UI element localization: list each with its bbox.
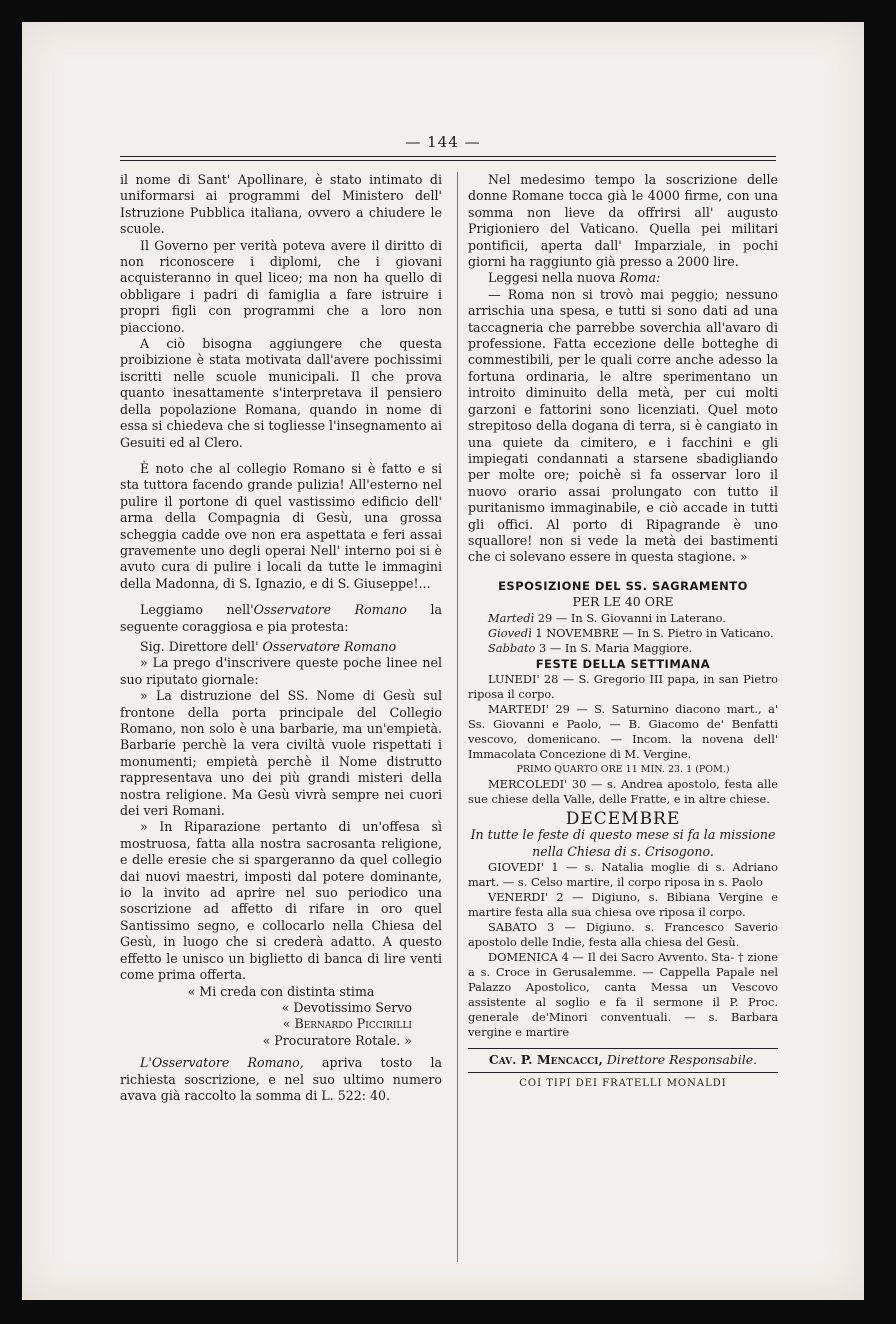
feast-item: MERCOLEDI' 30 — s. Andrea apostolo, festa alle sue chiese della Valle, delle Fratte, e in altre chiese. — [468, 776, 778, 806]
header-rule-double — [120, 160, 776, 161]
text: 29 — In S. Giovanni in Laterano. — [534, 610, 726, 625]
page-number: — 144 — — [405, 133, 481, 151]
letter-closing: « Mi creda con distinta stima — [187, 983, 375, 999]
section-heading: ESPOSIZIONE DEL SS. SAGRAMENTO — [498, 578, 748, 593]
day: Sabbato — [488, 640, 536, 655]
text: la seguente coraggiosa e pia protesta: — [120, 602, 442, 634]
moon-phase: PRIMO QUARTO ORE 11 MIN. 23. 1 (POM.) — [516, 763, 730, 775]
director-name: Cav. P. Mencacci, — [488, 1052, 603, 1068]
month-heading: DECEMBRE — [565, 808, 681, 829]
newspaper-title: Osservatore Romano — [253, 602, 407, 618]
paragraph: Il Governo per verità poteva avere il diritto di non riconoscere i diplomi, che i giovani acquisteranno in quel liceo; ma non ha quello di obbligare i padri di famiglia a fare istruire i propri figli con programmi che a loro non piacciono. — [120, 237, 442, 335]
director-role: Direttore Responsabile. — [602, 1052, 758, 1068]
right-column — [468, 172, 778, 1092]
letter-signature-title: « Procuratore Rotale. » — [262, 1032, 412, 1048]
text: 1 NOVEMBRE — In S. Pietro in Vaticano. — [531, 625, 774, 640]
director-line — [468, 1048, 778, 1072]
paragraph: È noto che al collegio Romano si è fatto e si sta tuttora facendo grande pulizia! All'esterno nel pulire il portone di quel vastissimo edificio dell' arma della Compagnia di Gesù, una grossa scheggia cadde ove non era aspettata e feri assai gravemente uno degli operai Nell' interno poi si è avuto cura di pulire i locali da tutte le immagini della Madonna, di S. Ignazio, e di S. Giuseppe!... — [120, 460, 442, 591]
section-heading: FESTE DELLA SETTIMANA — [535, 656, 711, 671]
schedule-item — [468, 626, 778, 641]
newspaper-title: Roma: — [619, 270, 661, 286]
text: Sig. Direttore dell' — [140, 638, 263, 654]
feast-item: SABATO 3 — Digiuno. s. Francesco Saverio apostolo delle Indie, festa alla chiesa del Gesù. — [468, 920, 778, 950]
feast-item: MARTEDI' 29 — S. Saturnino diacono mart., a' Ss. Giovanni e Paolo, — B. Giacomo de' Benfatti vescovo, domenicano. — Incom. la novena dell' Immacolata Concezione di M. Vergine. — [468, 701, 778, 761]
section-subheading: PER LE 40 ORE — [572, 594, 674, 610]
month-note: In tutte le feste di questo mese si fa la missione — [470, 827, 776, 843]
feast-item: LUNEDI' 28 — S. Gregorio III papa, in san Pietro riposa il corpo. — [468, 671, 778, 701]
letter-closing: « Devotissimo Servo — [281, 999, 412, 1015]
letter-quote: » In Riparazione pertanto di un'offesa sì mostruosa, fatta alla nostra sacrosanta religione, e delle eresie che si spargeranno da quel collegio dai nuovi maestri, imposti dal potere dominante, io la invito ad aprire nel suo periodico una soscrizione ad affetto di rifare in oro quel Santissimo segno, e collocarlo nella Chiesa del Gesù, in luogo che si crederà adatto. A questo effetto le unisco un biglietto di banca di lire venti come prima offerta. — [120, 819, 442, 983]
newspaper-page — [22, 22, 864, 1300]
column-separator — [457, 172, 458, 1262]
paragraph — [468, 270, 778, 286]
header-rule — [120, 156, 776, 157]
paragraph: il nome di Sant' Apollinare, è stato intimato di uniformarsi ai programmi del Ministero dell' Istruzione Pubblica italiana, ovvero a chiudere le scuole. — [120, 172, 442, 237]
left-column — [120, 172, 442, 1104]
schedule-item — [468, 641, 778, 656]
text: 3 — In S. Maria Maggiore. — [535, 640, 693, 655]
day: Martedì — [488, 610, 535, 625]
printer-line: COI TIPI DEI FRATELLI MONALDI — [519, 1077, 727, 1089]
letter-quote: » La distruzione del SS. Nome di Gesù sul frontone della porta principale del Collegio Romano, non solo è una barbarie, ma un'empietà. Barbarie perchè la vera civiltà vuole rispettati i monumenti; empietà perchè il Nome distrutto rappresentava uno dei più grandi misteri della nostra religione. Ma Gesù vivrà sempre nei cuori dei veri Romani. — [120, 688, 442, 819]
letter-quote: » La prego d'inscrivere queste poche linee nel suo riputato giornale: — [120, 655, 442, 688]
feast-item: GIOVEDI' 1 — s. Natalia moglie di s. Adriano mart. — s. Celso martire, il corpo riposa in s. Paolo — [468, 860, 778, 890]
letter-signature: « Bernardo Piccirilli — [282, 1016, 412, 1032]
text: Leggesi nella nuova — [488, 270, 620, 286]
text: Leggiamo nell' — [140, 602, 254, 618]
text: apriva tosto la richiesta soscrizione, e nel suo ultimo numero avava già raccolto la somma di L. 522: 40. — [120, 1055, 442, 1103]
paragraph: A ciò bisogna aggiungere che questa proibizione è stata motivata dall'avere pochissimi iscritti nelle scuole municipali. Il che prova quanto inesattamente s'interpretava il pensiero della popolazione Romana, quando in nome di essa si chiedeva che si togliesse l'insegnamento ai Gesuiti ed al Clero. — [120, 336, 442, 450]
feast-item: VENERDI' 2 — Digiuno, s. Bibiana Vergine e martire festa alla sua chiesa ove riposa il corpo. — [468, 890, 778, 920]
newspaper-title: L'Osservatore Romano, — [140, 1055, 304, 1071]
paragraph: — Roma non si trovò mai peggio; nessuno arrischia una spesa, e tutti si sono dati ad una taccagneria che parrebbe soverchia all'avaro di professione. Fatta eccezione delle botteghe di commestibili, per le quali corre anche adesso la fortuna ordinaria, le altre sperimentano un introito diminuito della metà, per cui molti garzoni e fattorini sono licenziati. Quel moto strepitoso della dogana di terra, si è cangiato in una quiete da cimitero, e i facchini e gli impiegati condannati a starsene sbadigliando per molte ore; poichè si fa osservar loro il nuovo orario assai prolungato con tutto il puritanismo immaginabile, e ciò accade in tutti gli offici. Al porto di Ripagrande è uno squallore! non si vede la metà dei bastimenti che ci solevano essere in questa stagione. » — [468, 286, 778, 565]
month-note: nella Chiesa di s. Crisogono. — [532, 843, 714, 859]
feast-item: DOMENICA 4 — Il dei Sacro Avvento. Sta- † zione a s. Croce in Gerusalemme. — Cappella Papale nel Palazzo Apostolico, canta Messa un Vescovo assistente al soglio e fa il sermone il P. Proc. generale de'Minori conventuali. — s. Barbara vergine e martire — [468, 950, 778, 1040]
letter-salutation — [120, 639, 442, 655]
day: Giovedì — [488, 625, 532, 640]
schedule-item — [468, 611, 778, 626]
paragraph — [120, 1055, 442, 1104]
newspaper-title: Osservatore Romano — [262, 638, 397, 654]
paragraph — [120, 602, 442, 635]
paragraph: Nel medesimo tempo la soscrizione delle donne Romane tocca già le 4000 firme, con una somma non lieve da offrirsi all' augusto Prigioniero del Vaticano. Quella pei militari pontificii, aperta dall' Imparziale, in pochi giorni ha raggiunto già presso a 2000 lire. — [468, 172, 778, 270]
